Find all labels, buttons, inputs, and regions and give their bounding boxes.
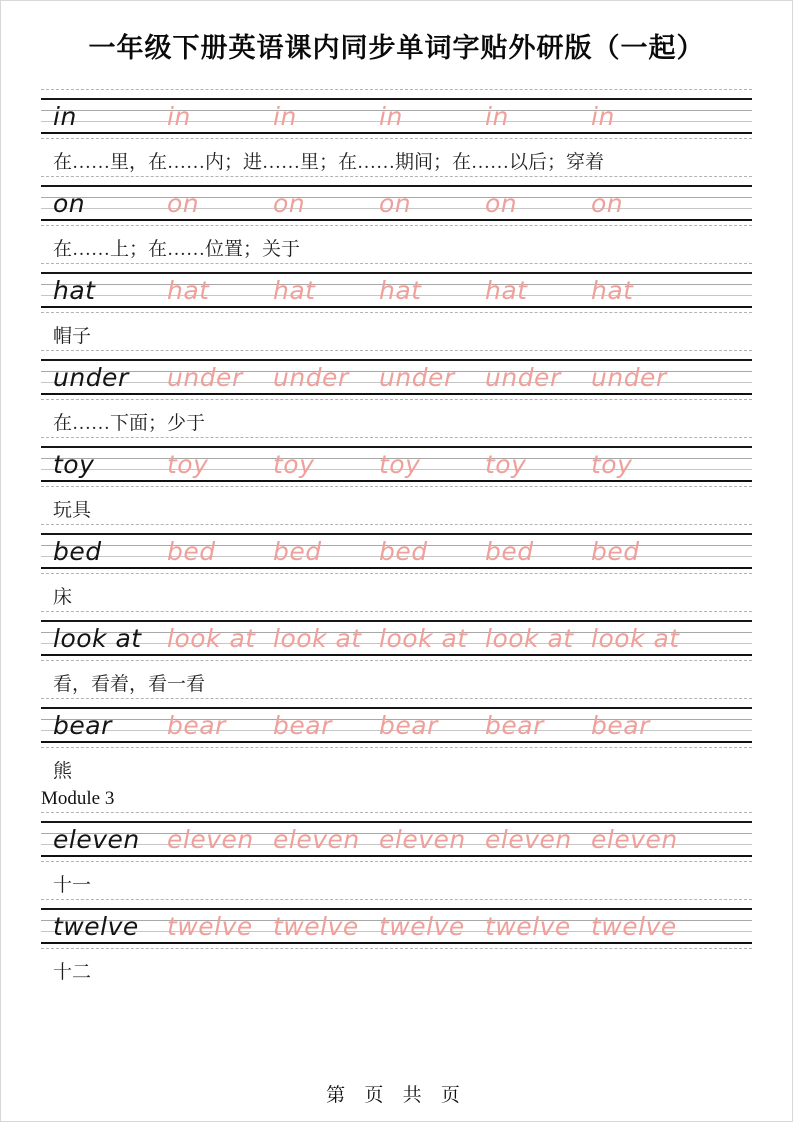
trace-word-cell xyxy=(365,626,471,652)
trace-word: bear xyxy=(485,711,544,740)
section-label: Module 3 xyxy=(41,788,115,809)
cut-guide-top xyxy=(41,437,752,438)
trace-word-cell xyxy=(471,539,577,565)
word-block xyxy=(41,89,752,175)
definition-text: 看，看着，看一看 xyxy=(53,674,206,695)
word-block xyxy=(41,899,752,985)
trace-word-cell xyxy=(259,713,365,739)
trace-word: look at xyxy=(379,624,468,653)
trace-word: on xyxy=(591,189,624,218)
trace-word: eleven xyxy=(273,825,360,854)
word-block xyxy=(41,263,752,349)
trace-word-cell xyxy=(577,191,683,217)
trace-word: bear xyxy=(379,711,438,740)
definition-text: 在……下面；少于 xyxy=(53,413,206,434)
trace-word-cell xyxy=(153,914,259,940)
trace-word: eleven xyxy=(485,825,572,854)
trace-word: in xyxy=(273,102,297,131)
word-block xyxy=(41,698,752,811)
trace-word-cell xyxy=(577,452,683,478)
trace-word: on xyxy=(379,189,412,218)
trace-word-cell xyxy=(153,539,259,565)
cut-guide-bottom xyxy=(41,747,752,748)
cut-guide-bottom xyxy=(41,399,752,400)
trace-word: eleven xyxy=(167,825,254,854)
trace-word: on xyxy=(485,189,518,218)
trace-word: on xyxy=(167,189,200,218)
trace-word-cell xyxy=(259,914,365,940)
cut-guide-bottom xyxy=(41,660,752,661)
trace-word: hat xyxy=(379,276,422,305)
cut-guide-bottom xyxy=(41,948,752,949)
trace-word-cell xyxy=(259,626,365,652)
trace-word-cell xyxy=(365,914,471,940)
trace-word: under xyxy=(379,363,455,392)
practice-line xyxy=(41,827,752,853)
model-word-cell xyxy=(41,365,153,391)
trace-word: bear xyxy=(273,711,332,740)
model-word-cell xyxy=(41,713,153,739)
model-word: in xyxy=(53,102,77,131)
trace-word-cell xyxy=(259,827,365,853)
practice-line xyxy=(41,452,752,478)
trace-word-cell xyxy=(471,452,577,478)
trace-word: in xyxy=(379,102,403,131)
definition-text: 帽子 xyxy=(53,326,92,347)
model-word-cell xyxy=(41,827,153,853)
cut-guide-top xyxy=(41,698,752,699)
trace-word-cell xyxy=(259,191,365,217)
practice-band xyxy=(41,821,752,857)
practice-band xyxy=(41,185,752,221)
trace-word: under xyxy=(167,363,243,392)
practice-band xyxy=(41,707,752,743)
trace-word-cell xyxy=(365,827,471,853)
practice-band xyxy=(41,533,752,569)
trace-word: bed xyxy=(273,537,322,566)
practice-line xyxy=(41,539,752,565)
cut-guide-top xyxy=(41,524,752,525)
cut-guide-top xyxy=(41,611,752,612)
definition-text: 玩具 xyxy=(53,500,92,521)
model-word: bear xyxy=(53,711,112,740)
trace-word: in xyxy=(167,102,191,131)
model-word: under xyxy=(53,363,129,392)
word-block xyxy=(41,437,752,523)
model-word: toy xyxy=(53,450,95,479)
trace-word: eleven xyxy=(379,825,466,854)
practice-band xyxy=(41,272,752,308)
word-block xyxy=(41,350,752,436)
model-word: hat xyxy=(53,276,96,305)
model-word-cell xyxy=(41,626,153,652)
practice-line xyxy=(41,626,752,652)
trace-word-cell xyxy=(153,365,259,391)
trace-word: under xyxy=(591,363,667,392)
trace-word: toy xyxy=(273,450,315,479)
cut-guide-bottom xyxy=(41,486,752,487)
model-word: on xyxy=(53,189,86,218)
trace-word-cell xyxy=(577,626,683,652)
definition-text: 十二 xyxy=(53,962,92,983)
trace-word: toy xyxy=(591,450,633,479)
cut-guide-bottom xyxy=(41,138,752,139)
trace-word: under xyxy=(485,363,561,392)
model-word-cell xyxy=(41,278,153,304)
definition-text: 在……上；在……位置；关于 xyxy=(53,239,301,260)
cut-guide-top xyxy=(41,263,752,264)
trace-word-cell xyxy=(259,104,365,130)
cut-guide-bottom xyxy=(41,225,752,226)
model-word-cell xyxy=(41,452,153,478)
trace-word: under xyxy=(273,363,349,392)
trace-word: in xyxy=(485,102,509,131)
trace-word: eleven xyxy=(591,825,678,854)
cut-guide-bottom xyxy=(41,573,752,574)
trace-word-cell xyxy=(153,104,259,130)
trace-word-cell xyxy=(153,626,259,652)
trace-word-cell xyxy=(153,452,259,478)
model-word: twelve xyxy=(53,912,139,941)
practice-line xyxy=(41,104,752,130)
definition-text: 十一 xyxy=(53,875,92,896)
word-block xyxy=(41,812,752,898)
trace-word: look at xyxy=(591,624,680,653)
trace-word: bed xyxy=(591,537,640,566)
trace-word-cell xyxy=(471,626,577,652)
trace-word: toy xyxy=(167,450,209,479)
trace-word-cell xyxy=(577,827,683,853)
model-word: look at xyxy=(53,624,142,653)
page-footer: 第 页 共 页 xyxy=(326,1085,467,1106)
model-word-cell xyxy=(41,104,153,130)
practice-band xyxy=(41,908,752,944)
practice-band xyxy=(41,446,752,482)
trace-word-cell xyxy=(577,539,683,565)
trace-word-cell xyxy=(153,713,259,739)
model-word: bed xyxy=(53,537,102,566)
trace-word-cell xyxy=(365,452,471,478)
trace-word: toy xyxy=(379,450,421,479)
practice-line xyxy=(41,278,752,304)
trace-word: hat xyxy=(591,276,634,305)
trace-word-cell xyxy=(365,539,471,565)
trace-word: twelve xyxy=(485,912,571,941)
trace-word: in xyxy=(591,102,615,131)
trace-word: hat xyxy=(273,276,316,305)
trace-word-cell xyxy=(259,452,365,478)
cut-guide-bottom xyxy=(41,312,752,313)
trace-word-cell xyxy=(259,278,365,304)
trace-word-cell xyxy=(153,278,259,304)
trace-word: twelve xyxy=(167,912,253,941)
trace-word-cell xyxy=(471,827,577,853)
definition-text: 熊 xyxy=(53,761,73,782)
trace-word-cell xyxy=(577,713,683,739)
practice-line xyxy=(41,914,752,940)
word-list xyxy=(41,89,752,985)
trace-word: hat xyxy=(167,276,210,305)
cut-guide-top xyxy=(41,89,752,90)
trace-word-cell xyxy=(471,278,577,304)
trace-word: bed xyxy=(167,537,216,566)
trace-word: bear xyxy=(591,711,650,740)
practice-band xyxy=(41,98,752,134)
practice-band xyxy=(41,620,752,656)
cut-guide-top xyxy=(41,176,752,177)
trace-word: bed xyxy=(485,537,534,566)
trace-word-cell xyxy=(365,104,471,130)
trace-word: toy xyxy=(485,450,527,479)
word-block xyxy=(41,611,752,697)
trace-word-cell xyxy=(365,191,471,217)
trace-word: look at xyxy=(273,624,362,653)
trace-word: bear xyxy=(167,711,226,740)
trace-word-cell xyxy=(365,365,471,391)
cut-guide-bottom xyxy=(41,861,752,862)
practice-line xyxy=(41,191,752,217)
trace-word-cell xyxy=(153,191,259,217)
trace-word-cell xyxy=(577,278,683,304)
cut-guide-top xyxy=(41,899,752,900)
trace-word: look at xyxy=(485,624,574,653)
definition-text: 在……里，在……内；进……里；在……期间；在……以后；穿着 xyxy=(53,152,605,173)
definition-text: 床 xyxy=(53,587,73,608)
trace-word-cell xyxy=(471,713,577,739)
trace-word-cell xyxy=(471,191,577,217)
trace-word: bed xyxy=(379,537,428,566)
trace-word-cell xyxy=(471,104,577,130)
trace-word: twelve xyxy=(591,912,677,941)
model-word-cell xyxy=(41,539,153,565)
trace-word: hat xyxy=(485,276,528,305)
model-word-cell xyxy=(41,191,153,217)
model-word-cell xyxy=(41,914,153,940)
word-block xyxy=(41,176,752,262)
trace-word-cell xyxy=(577,914,683,940)
trace-word-cell xyxy=(471,914,577,940)
trace-word: on xyxy=(273,189,306,218)
page-header xyxy=(1,1,792,89)
trace-word: twelve xyxy=(273,912,359,941)
trace-word-cell xyxy=(365,713,471,739)
trace-word-cell xyxy=(577,104,683,130)
practice-band xyxy=(41,359,752,395)
model-word: eleven xyxy=(53,825,140,854)
trace-word-cell xyxy=(153,827,259,853)
practice-line xyxy=(41,365,752,391)
trace-word-cell xyxy=(259,365,365,391)
trace-word-cell xyxy=(471,365,577,391)
trace-word-cell xyxy=(259,539,365,565)
cut-guide-top xyxy=(41,350,752,351)
trace-word-cell xyxy=(365,278,471,304)
trace-word: twelve xyxy=(379,912,465,941)
word-block xyxy=(41,524,752,610)
trace-word: look at xyxy=(167,624,256,653)
practice-line xyxy=(41,713,752,739)
cut-guide-top xyxy=(41,812,752,813)
trace-word-cell xyxy=(577,365,683,391)
page-title: 一年级下册英语课内同步单词字贴外研版（一起） xyxy=(88,32,705,63)
